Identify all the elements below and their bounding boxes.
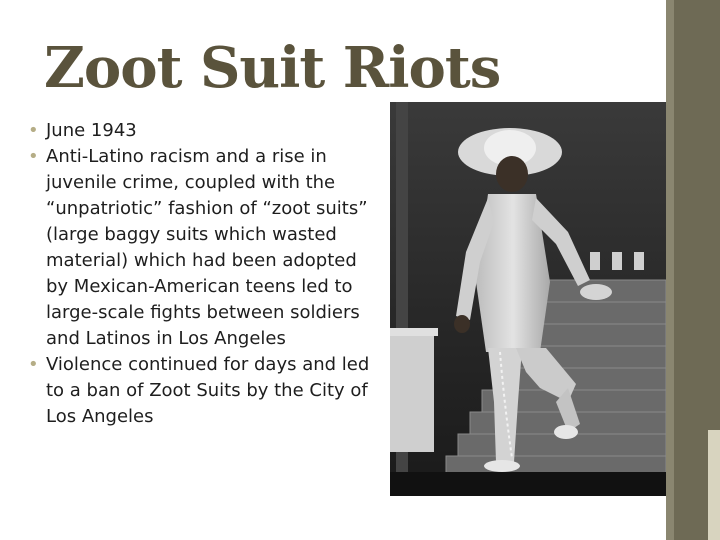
theme-edge-band-accent xyxy=(666,0,674,540)
zoot-suit-photo xyxy=(390,102,666,496)
bullet-text: Violence continued for days and led to a ban of Zoot Suits by the City of Los Angeles xyxy=(46,354,370,427)
bullet-text: June 1943 xyxy=(46,120,137,141)
bullet-list xyxy=(28,118,370,430)
photo-illustration xyxy=(390,102,666,496)
bullet-icon: • xyxy=(28,146,39,167)
bullet-item xyxy=(28,118,370,144)
bullet-item xyxy=(28,144,370,352)
slide-title: Zoot Suit Riots xyxy=(44,35,501,101)
bullet-icon: • xyxy=(28,120,39,141)
theme-edge-highlight xyxy=(708,430,720,540)
bullet-text: Anti-Latino racism and a rise in juvenile crime, coupled with the “unpatriotic” fashion of “zoot suits” (large baggy suits which wasted material) which had been adopted by Mexican-American teens led to large-scale fights between soldiers and Latinos in Los Angeles xyxy=(46,146,368,349)
bullet-icon: • xyxy=(28,354,39,375)
bullet-item xyxy=(28,352,370,430)
